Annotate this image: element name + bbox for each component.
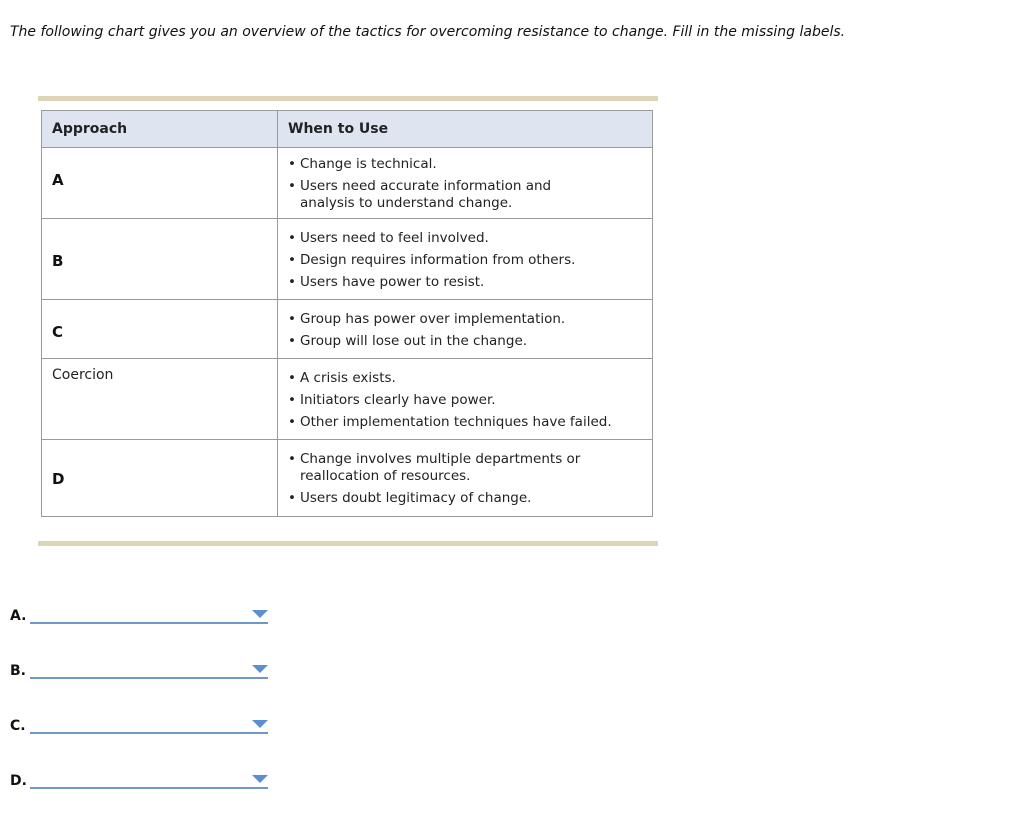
answer-a-label: A. bbox=[10, 608, 27, 624]
header-when-to-use: When to Use bbox=[278, 111, 653, 148]
tactics-table bbox=[41, 110, 653, 517]
approach-label: D bbox=[52, 470, 65, 488]
bottom-divider bbox=[38, 541, 658, 546]
when-cell bbox=[278, 300, 653, 359]
instructions-text: The following chart gives you an overview of the tactics for overcoming resistance to change. Fill in the missing labels. bbox=[10, 24, 846, 40]
when-cell bbox=[278, 440, 653, 517]
answer-a-row bbox=[10, 606, 272, 626]
answer-b-dropdown[interactable] bbox=[30, 661, 268, 679]
list-item: • Users need accurate information and analysis to understand change. bbox=[288, 178, 560, 212]
approach-cell bbox=[42, 440, 278, 517]
table-row bbox=[42, 440, 653, 517]
list-item: • Initiators clearly have power. bbox=[288, 392, 642, 409]
approach-label: Coercion bbox=[52, 367, 114, 383]
list-item: • Users doubt legitimacy of change. bbox=[288, 490, 642, 507]
approach-cell bbox=[42, 300, 278, 359]
list-item: • Change is technical. bbox=[288, 156, 642, 173]
approach-label: B bbox=[52, 252, 64, 270]
table-header-row bbox=[42, 111, 653, 148]
table-row bbox=[42, 219, 653, 300]
approach-cell bbox=[42, 148, 278, 219]
answer-b-row bbox=[10, 661, 272, 681]
list-item: • Users have power to resist. bbox=[288, 274, 642, 291]
when-cell bbox=[278, 148, 653, 219]
when-cell bbox=[278, 359, 653, 440]
table-row bbox=[42, 359, 653, 440]
answer-b-label: B. bbox=[10, 663, 26, 679]
chevron-down-icon[interactable] bbox=[252, 720, 268, 728]
answer-d-label: D. bbox=[10, 773, 27, 789]
answer-a-dropdown[interactable] bbox=[30, 606, 268, 624]
answer-d-row bbox=[10, 771, 272, 791]
table-row bbox=[42, 148, 653, 219]
list-item: • A crisis exists. bbox=[288, 370, 642, 387]
list-item: • Design requires information from others. bbox=[288, 252, 642, 269]
list-item: • Change involves multiple departments or reallocation of resources. bbox=[288, 451, 590, 485]
chevron-down-icon[interactable] bbox=[252, 665, 268, 673]
answer-c-dropdown[interactable] bbox=[30, 716, 268, 734]
approach-cell bbox=[42, 219, 278, 300]
answer-c-label: C. bbox=[10, 718, 26, 734]
list-item: • Group has power over implementation. bbox=[288, 311, 642, 328]
chevron-down-icon[interactable] bbox=[252, 775, 268, 783]
approach-cell bbox=[42, 359, 278, 440]
top-divider bbox=[38, 96, 658, 101]
table-row bbox=[42, 300, 653, 359]
approach-label: A bbox=[52, 171, 64, 189]
chevron-down-icon[interactable] bbox=[252, 610, 268, 618]
header-approach: Approach bbox=[42, 111, 278, 148]
answer-c-row bbox=[10, 716, 272, 736]
approach-label: C bbox=[52, 323, 64, 341]
list-item: • Other implementation techniques have failed. bbox=[288, 414, 642, 431]
answer-d-dropdown[interactable] bbox=[30, 771, 268, 789]
list-item: • Users need to feel involved. bbox=[288, 230, 642, 247]
list-item: • Group will lose out in the change. bbox=[288, 333, 642, 350]
when-cell bbox=[278, 219, 653, 300]
